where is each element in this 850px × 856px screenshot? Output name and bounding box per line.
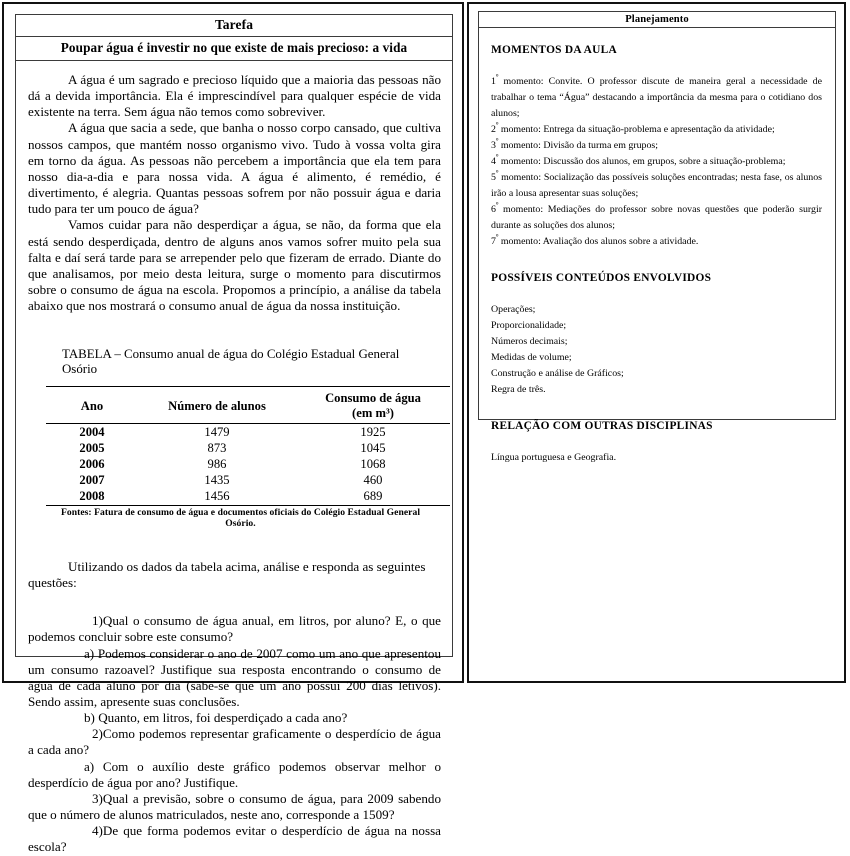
question-item bbox=[28, 613, 441, 645]
ordinal-suffix: º bbox=[495, 136, 499, 146]
content-item: Operações; bbox=[491, 304, 536, 316]
tarefa-content-box bbox=[15, 14, 453, 855]
cell-ano: 2005 bbox=[79, 440, 105, 455]
table-row bbox=[46, 456, 450, 472]
moment-item bbox=[491, 170, 822, 202]
content-item: Regra de três. bbox=[491, 384, 546, 396]
table-head bbox=[46, 387, 450, 424]
cell-consumo: 1068 bbox=[360, 456, 386, 471]
moment-ordinal: 7 bbox=[491, 235, 496, 247]
paragraph-2: A água que sacia a sede, que banha o nosso corpo cansado, que cultiva nossos campos, que mantém nosso organismo vivo. Tudo à vossa volta gira em torno da água. As pessoas não percebem a importância que ela tem para nosso dia-a-dia e para nossa vida. A água é alimento, é remédio, é divertimento, é alegria. Quantas pessoas sofrem por não possuir água e daria tudo para ter um pouco de água? bbox=[28, 120, 441, 217]
table-row bbox=[46, 440, 450, 456]
ordinal-suffix: º bbox=[495, 200, 499, 210]
moment-ordinal: 4 bbox=[491, 155, 496, 167]
planejamento-body bbox=[479, 28, 835, 467]
content-item: Construção e análise de Gráficos; bbox=[491, 368, 624, 380]
moment-item bbox=[491, 138, 822, 154]
moment-text: momento: Discussão dos alunos, em grupos, sobre a situação-problema; bbox=[498, 155, 786, 167]
moment-ordinal: 2 bbox=[491, 123, 496, 135]
moment-item bbox=[491, 202, 822, 234]
moment-item bbox=[491, 74, 822, 122]
ordinal-suffix: º bbox=[495, 232, 499, 242]
content-item: Medidas de volume; bbox=[491, 352, 572, 364]
tarefa-header-title: Tarefa bbox=[16, 15, 452, 37]
tarefa-body bbox=[16, 61, 452, 856]
table-caption: TABELA – Consumo anual de água do Colégio Estadual General Osório bbox=[62, 347, 400, 377]
question-item bbox=[28, 726, 441, 758]
moment-text: momento: Divisão da turma em grupos; bbox=[498, 139, 658, 151]
moment-text: momento: Convite. O professor discute de maneira geral a necessidade de trabalhar o tema “Água” destacando a importância da mesma para o cotidiano dos alunos; bbox=[491, 75, 822, 119]
question-number: 2) bbox=[92, 726, 103, 742]
question-number: 3) bbox=[92, 790, 103, 806]
question-item bbox=[28, 791, 441, 823]
question-item bbox=[28, 759, 441, 791]
ordinal-suffix: º bbox=[495, 168, 499, 178]
cell-alunos: 1456 bbox=[204, 489, 230, 504]
question-text: Como podemos representar graficamente o desperdício de água a cada ano? bbox=[28, 726, 441, 758]
moment-item bbox=[491, 154, 822, 170]
moment-ordinal: 1 bbox=[491, 75, 496, 87]
paragraph-1: A água é um sagrado e precioso líquido que a maioria das pessoas não dá a devida importância. Ela é imprescindível para qualquer espécie de vida existente na terra. Sem água não temos como sobreviver. bbox=[28, 72, 441, 120]
planejamento-content-box bbox=[478, 11, 836, 464]
question-text: Qual o consumo de água anual, em litros, por aluno? E, o que podemos concluir sobre este consumo? bbox=[28, 613, 441, 645]
tarefa-panel bbox=[2, 2, 464, 855]
table-body bbox=[46, 424, 450, 506]
moment-text: momento: Socialização das possíveis soluções encontradas; nesta fase, os alunos irão a lousa apresentar suas soluções; bbox=[491, 171, 822, 199]
question-number: 1) bbox=[92, 613, 103, 629]
cell-ano: 2007 bbox=[79, 473, 105, 488]
moment-text: momento: Entrega da situação-problema e apresentação da atividade; bbox=[498, 123, 775, 135]
ordinal-suffix: º bbox=[495, 120, 499, 130]
question-text: Com o auxílio deste gráfico podemos observar melhor o desperdício de água por ano? Justifique. bbox=[28, 758, 441, 790]
questions-intro: Utilizando os dados da tabela acima, análise e responda as seguintes questões: bbox=[28, 558, 426, 591]
table-row bbox=[46, 424, 450, 441]
question-item bbox=[28, 646, 441, 711]
content-item: Números decimais; bbox=[491, 336, 568, 348]
question-text: Qual a previsão, sobre o consumo de água, para 2009 sabendo que o número de alunos matriculados, neste ano, corresponde a 1509? bbox=[28, 790, 441, 823]
cell-ano: 2004 bbox=[79, 424, 105, 439]
question-number: b) bbox=[84, 710, 95, 726]
question-number: 4) bbox=[92, 823, 103, 839]
cell-consumo: 1925 bbox=[360, 424, 386, 439]
table-header-row bbox=[46, 387, 450, 424]
table-row bbox=[46, 489, 450, 506]
question-text: Quanto, em litros, foi desperdiçado a cada ano? bbox=[98, 710, 348, 726]
cell-consumo: 1045 bbox=[360, 440, 386, 455]
column-header-consumo-line2: (em m³) bbox=[352, 405, 394, 420]
planejamento-header-title: Planejamento bbox=[479, 12, 835, 28]
moment-item bbox=[491, 234, 822, 250]
question-text: De que forma podemos evitar o desperdício de água na nossa escola? bbox=[28, 823, 441, 855]
cell-alunos: 986 bbox=[207, 456, 227, 471]
cell-ano: 2008 bbox=[79, 489, 105, 504]
relation-text: Língua portuguesa e Geografia. bbox=[491, 452, 617, 464]
column-header-consumo bbox=[296, 387, 450, 424]
moment-text: momento: Avaliação dos alunos sobre a atividade. bbox=[498, 235, 699, 247]
consumption-table-block bbox=[28, 347, 441, 529]
moment-item bbox=[491, 122, 822, 138]
question-number: a) bbox=[84, 758, 95, 774]
table-source-note: Fontes: Fatura de consumo de água e documentos oficiais do Colégio Estadual General Osório. bbox=[60, 506, 421, 529]
content-item: Proporcionalidade; bbox=[491, 320, 567, 332]
column-header-consumo-line1: Consumo de água bbox=[325, 391, 421, 406]
moment-ordinal: 5 bbox=[491, 171, 496, 183]
cell-consumo: 460 bbox=[363, 473, 383, 488]
cell-alunos: 1479 bbox=[204, 424, 230, 439]
cell-alunos: 1435 bbox=[204, 473, 230, 488]
moment-ordinal: 3 bbox=[491, 139, 496, 151]
section-heading-momentos: MOMENTOS DA AULA bbox=[491, 43, 617, 56]
cell-alunos: 873 bbox=[207, 440, 227, 455]
questions-list bbox=[28, 613, 441, 855]
planejamento-panel bbox=[467, 2, 846, 683]
table-row bbox=[46, 473, 450, 489]
question-item bbox=[28, 710, 441, 726]
section-heading-relacao: RELAÇÃO COM OUTRAS DISCIPLINAS bbox=[491, 420, 713, 433]
moment-ordinal: 6 bbox=[491, 203, 496, 215]
question-text: Podemos considerar o ano de 2007 como um ano que apresentou um consumo razoavel? Justifique sua resposta encontrando o consumo de água de cada aluno por dia (sabe-se que um ano possui 200 dias letivos). Sendo assim, apresente suas conclusões. bbox=[28, 645, 441, 709]
ordinal-suffix: º bbox=[495, 152, 499, 162]
paragraph-3: Vamos cuidar para não desperdiçar a água, se não, da forma que ela está sendo desperdiçada, dentro de alguns anos vamos sofrer muito pela sua falta e daí será tarde para se arrepender pelo que fizeram de errado. Diante do que analisamos, por meio desta leitura, surge o momento para discutirmos sobre o consumo de água na escola. Propomos a princípio, a análise da tabela abaixo que nos mostrará o consumo anual de água da nossa instituição. bbox=[28, 217, 441, 314]
consumption-table bbox=[46, 386, 450, 506]
cell-ano: 2006 bbox=[79, 456, 105, 471]
column-header-alunos: Número de alunos bbox=[168, 398, 266, 413]
section-heading-conteudos: POSSÍVEIS CONTEÚDOS ENVOLVIDOS bbox=[491, 272, 712, 285]
moment-text: momento: Mediações do professor sobre novas questões que poderão surgir durante as soluções dos alunos; bbox=[491, 203, 822, 231]
column-header-ano: Ano bbox=[80, 398, 104, 413]
tarefa-header-subtitle: Poupar água é investir no que existe de mais precioso: a vida bbox=[16, 37, 452, 61]
question-item bbox=[28, 823, 441, 855]
ordinal-suffix: º bbox=[495, 72, 499, 82]
cell-consumo: 689 bbox=[363, 489, 383, 504]
question-number: a) bbox=[84, 645, 95, 661]
